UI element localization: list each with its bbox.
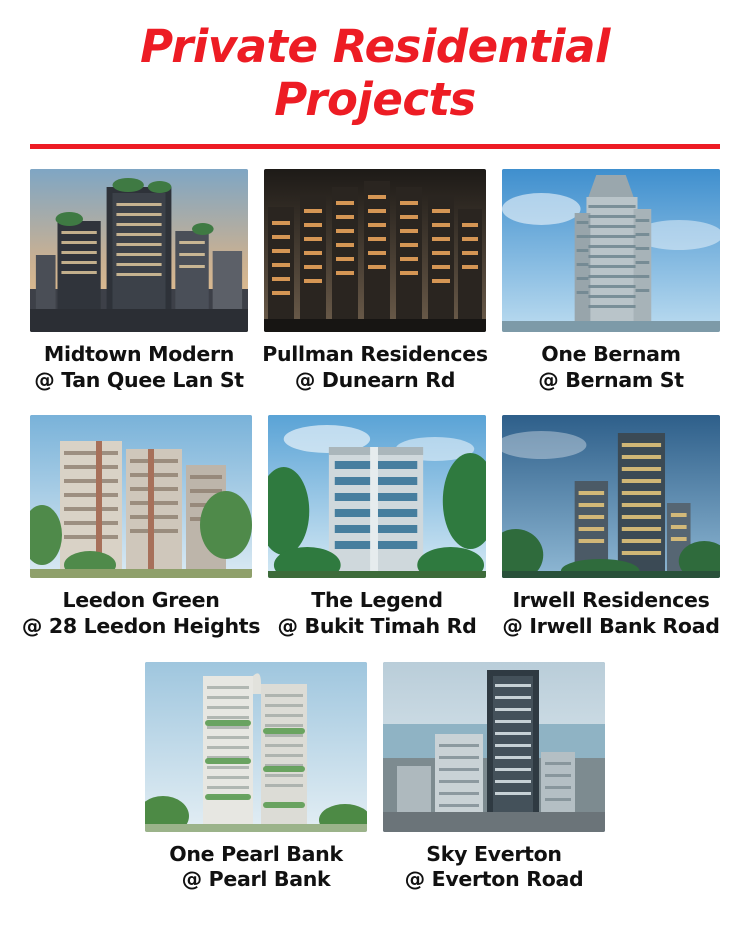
page-title-line-2: Projects	[274, 73, 476, 127]
page-title-line-1: Private Residential	[140, 20, 610, 73]
the-legend-photo	[268, 415, 486, 578]
project-caption	[34, 342, 244, 393]
projects-row	[22, 415, 728, 639]
projects-grid	[22, 169, 728, 893]
project-caption	[262, 342, 488, 393]
projects-row	[22, 662, 728, 893]
project-name: One Bernam	[541, 342, 681, 367]
project-location: @ Bukit Timah Rd	[277, 614, 477, 639]
project-card-irwell-residences[interactable]	[502, 415, 720, 639]
projects-row	[22, 169, 728, 393]
project-card-the-legend[interactable]	[268, 415, 486, 639]
project-name: Midtown Modern	[43, 342, 235, 367]
midtown-modern-photo	[30, 169, 248, 332]
sky-everton-photo	[383, 662, 605, 832]
pullman-residences-photo	[264, 169, 486, 332]
project-name: The Legend	[311, 588, 443, 613]
project-card-leedon-green[interactable]	[21, 415, 261, 639]
project-card-one-pearl-bank[interactable]	[145, 662, 367, 893]
project-caption	[538, 342, 683, 393]
project-location: @ Irwell Bank Road	[502, 614, 720, 639]
project-location: @ Dunearn Rd	[294, 367, 456, 392]
project-location: @ Pearl Bank	[181, 867, 331, 892]
project-location: @ Everton Road	[404, 867, 584, 892]
project-location: @ Bernam St	[538, 367, 684, 392]
project-card-sky-everton[interactable]	[383, 662, 605, 893]
one-pearl-bank-photo	[145, 662, 367, 832]
project-location: @ Tan Quee Lan St	[34, 367, 244, 392]
project-caption	[502, 588, 719, 639]
project-card-pullman-residences[interactable]	[264, 169, 486, 393]
project-caption	[169, 842, 343, 893]
project-card-midtown-modern[interactable]	[30, 169, 248, 393]
page-title	[22, 0, 728, 126]
project-name: Leedon Green	[62, 588, 220, 613]
project-caption	[22, 588, 260, 639]
one-bernam-photo	[502, 169, 720, 332]
project-name: Sky Everton	[426, 841, 562, 866]
project-name: One Pearl Bank	[169, 841, 343, 866]
project-location: @ 28 Leedon Heights	[21, 614, 261, 639]
project-name: Irwell Residences	[512, 588, 710, 613]
project-caption	[277, 588, 476, 639]
irwell-residences-photo	[502, 415, 720, 578]
title-divider	[30, 144, 720, 149]
project-card-one-bernam[interactable]	[502, 169, 720, 393]
project-name: Pullman Residences	[262, 342, 488, 367]
leedon-green-photo	[30, 415, 252, 578]
project-caption	[405, 842, 584, 893]
